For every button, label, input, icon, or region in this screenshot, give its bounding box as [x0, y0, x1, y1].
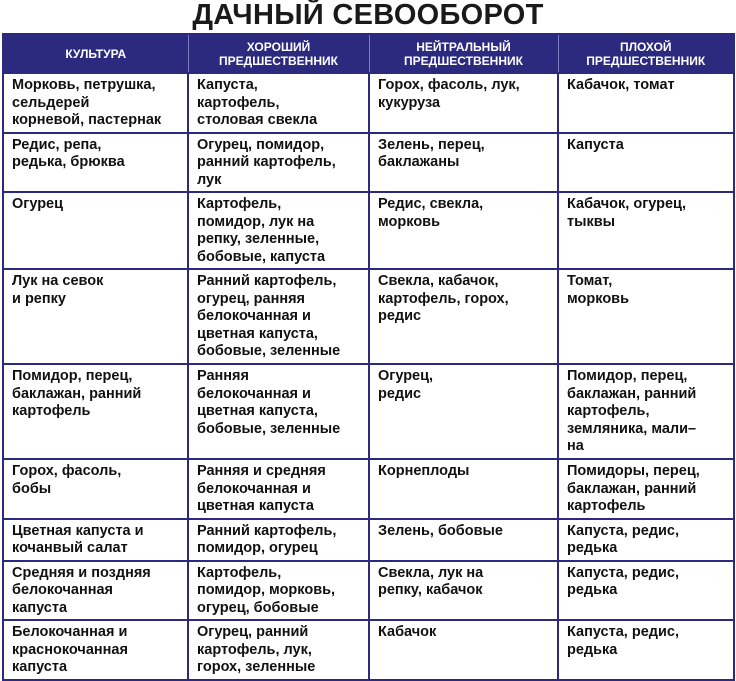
table-row: [3, 133, 734, 193]
neutral-predecessor-cell: Свекла, лук на репку, кабачок: [369, 561, 558, 621]
neutral-predecessor-cell: Зелень, бобовые: [369, 519, 558, 561]
header-bad-predecessor: ПЛОХОЙ ПРЕДШЕСТВЕННИК: [558, 34, 734, 73]
good-predecessor-cell: Ранняя белокочанная и цветная капуста, бобовые, зеленные: [188, 364, 369, 459]
neutral-predecessor-cell: Редис, свекла, морковь: [369, 192, 558, 269]
bad-predecessor-cell: Помидор, перец, баклажан, ранний картофель, земляника, мали– на: [558, 364, 734, 459]
header-row: [3, 34, 734, 73]
good-predecessor-cell: Ранний картофель, помидор, огурец: [188, 519, 369, 561]
bad-predecessor-cell: Томат, морковь: [558, 269, 734, 364]
table-row: [3, 192, 734, 269]
good-predecessor-cell: Огурец, ранний картофель, лук, горох, зеленные: [188, 620, 369, 680]
bad-predecessor-cell: Капуста, редис, редька: [558, 519, 734, 561]
header-good-predecessor: ХОРОШИЙ ПРЕДШЕСТВЕННИК: [188, 34, 369, 73]
table-row: [3, 620, 734, 680]
good-predecessor-cell: Картофель, помидор, морковь, огурец, бобовые: [188, 561, 369, 621]
culture-cell: Белокочанная и краснокочанная капуста: [3, 620, 188, 680]
page-title: ДАЧНЫЙ СЕВООБОРОТ: [192, 0, 544, 31]
good-predecessor-cell: Ранняя и средняя белокочанная и цветная капуста: [188, 459, 369, 519]
culture-cell: Редис, репа, редька, брюква: [3, 133, 188, 193]
bad-predecessor-cell: Кабачок, томат: [558, 73, 734, 133]
culture-cell: Морковь, петрушка, сельдерей корневой, пастернак: [3, 73, 188, 133]
neutral-predecessor-cell: Кабачок: [369, 620, 558, 680]
good-predecessor-cell: Картофель, помидор, лук на репку, зеленные, бобовые, капуста: [188, 192, 369, 269]
header-neutral-predecessor: НЕЙТРАЛЬНЫЙ ПРЕДШЕСТВЕННИК: [369, 34, 558, 73]
good-predecessor-cell: Капуста, картофель, столовая свекла: [188, 73, 369, 133]
bad-predecessor-cell: Капуста, редис, редька: [558, 620, 734, 680]
bad-predecessor-cell: Капуста: [558, 133, 734, 193]
culture-cell: Лук на севок и репку: [3, 269, 188, 364]
header-culture: КУЛЬТУРА: [3, 34, 188, 73]
neutral-predecessor-cell: Горох, фасоль, лук, кукуруза: [369, 73, 558, 133]
table-row: [3, 73, 734, 133]
neutral-predecessor-cell: Огурец, редис: [369, 364, 558, 459]
culture-cell: Горох, фасоль, бобы: [3, 459, 188, 519]
crop-rotation-table: [2, 33, 735, 681]
bad-predecessor-cell: Кабачок, огурец, тыквы: [558, 192, 734, 269]
neutral-predecessor-cell: Корнеплоды: [369, 459, 558, 519]
good-predecessor-cell: Ранний картофель, огурец, ранняя белокочанная и цветная капуста, бобовые, зеленные: [188, 269, 369, 364]
neutral-predecessor-cell: Зелень, перец, баклажаны: [369, 133, 558, 193]
culture-cell: Цветная капуста и кочанвый салат: [3, 519, 188, 561]
bad-predecessor-cell: Помидоры, перец, баклажан, ранний картофель: [558, 459, 734, 519]
culture-cell: Огурец: [3, 192, 188, 269]
neutral-predecessor-cell: Свекла, кабачок, картофель, горох, редис: [369, 269, 558, 364]
culture-cell: Помидор, перец, баклажан, ранний картофель: [3, 364, 188, 459]
table-row: [3, 269, 734, 364]
bad-predecessor-cell: Капуста, редис, редька: [558, 561, 734, 621]
good-predecessor-cell: Огурец, помидор, ранний картофель, лук: [188, 133, 369, 193]
table-row: [3, 364, 734, 459]
culture-cell: Средняя и поздняя белокочанная капуста: [3, 561, 188, 621]
table-row: [3, 459, 734, 519]
table-row: [3, 561, 734, 621]
table-row: [3, 519, 734, 561]
